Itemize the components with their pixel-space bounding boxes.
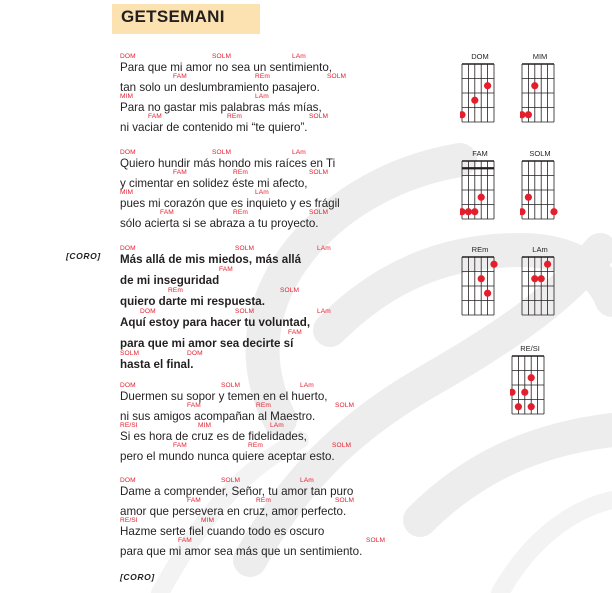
chord-label: REm <box>256 497 271 504</box>
chord-diagram <box>520 52 570 142</box>
lyric-text: Quiero hundir más hondo mis raíces en Ti <box>120 157 336 170</box>
finger-dot <box>484 82 491 89</box>
lyric-text: sólo acierta si se abraza a tu proyecto. <box>120 217 319 230</box>
chord-label: FAM <box>178 537 192 544</box>
chord-label: SOLM <box>212 53 232 60</box>
chord-label: LAm <box>317 245 331 252</box>
lyric-text: ni sus amigos acompañan al Maestro. <box>120 410 316 423</box>
chord-label: FAM <box>160 209 174 216</box>
finger-dot <box>531 82 538 89</box>
chord-label: REm <box>233 169 248 176</box>
chord-label: REm <box>233 209 248 216</box>
fretboard-grid <box>460 255 502 325</box>
lyric-text: Aquí estoy para hacer tu voluntad, <box>120 316 311 329</box>
lyric-text: Hazme serte fiel cuando todo es oscuro <box>120 525 325 538</box>
finger-dot <box>478 275 485 282</box>
chord-label: LAm <box>255 189 269 196</box>
chord-label: SOLM <box>335 497 355 504</box>
chord-label: MIM <box>201 517 215 524</box>
chord-label: MIM <box>120 93 134 100</box>
coro-tag: [CORO] <box>120 572 155 582</box>
chord-diagram-name: MIM <box>532 52 548 61</box>
chord-label: REm <box>256 402 271 409</box>
chord-label: MIM <box>120 189 134 196</box>
fretboard-grid <box>520 255 562 325</box>
song-title: GETSEMANI <box>121 7 225 26</box>
finger-dot <box>531 275 538 282</box>
finger-dot <box>465 208 472 215</box>
finger-dot <box>528 403 535 410</box>
chord-label: DOM <box>120 382 136 389</box>
chord-label: FAM <box>148 113 162 120</box>
chord-label: FAM <box>173 442 187 449</box>
chord-diagram <box>520 245 570 335</box>
lyric-text: pero el mundo nunca quiere aceptar esto. <box>120 450 335 463</box>
finger-dot <box>528 374 535 381</box>
lyric-text: hasta el final. <box>120 358 194 371</box>
finger-dot <box>538 275 545 282</box>
lyric-text: Si es hora de cruz es de fidelidades, <box>120 430 307 443</box>
chord-diagram-name: LAm <box>532 245 548 254</box>
chord-label: FAM <box>219 266 233 273</box>
finger-dot <box>484 290 491 297</box>
finger-dot <box>544 261 551 268</box>
chord-label: REm <box>168 287 183 294</box>
lyric-text: de mi inseguridad <box>120 274 220 287</box>
chord-diagram-name: RE/SI <box>520 344 540 353</box>
chord-label: DOM <box>140 308 156 315</box>
lyric-text: Dame a comprender, Señor, tu amor tan puro <box>120 485 354 498</box>
lyric-text: ni vaciar de contenido mi “te quiero”. <box>120 121 308 134</box>
chord-label: LAm <box>317 308 331 315</box>
lyric-text: pues mi corazón que es inquieto y es frágil <box>120 197 340 210</box>
lyric-text: amor que persevera en cruz, amor perfecto. <box>120 505 347 518</box>
finger-dot <box>471 97 478 104</box>
chord-diagram-name: REm <box>471 245 489 254</box>
chord-label: SOLM <box>280 287 300 294</box>
chord-diagram <box>460 149 510 239</box>
chord-diagram-name: FAM <box>472 149 488 158</box>
chord-label: LAm <box>255 93 269 100</box>
chord-label: FAM <box>288 329 302 336</box>
chord-label: SOLM <box>235 308 255 315</box>
coro-tag: [CORO] <box>66 251 101 261</box>
chord-label: SOLM <box>221 382 241 389</box>
chord-label: SOLM <box>309 209 329 216</box>
chord-label: DOM <box>120 149 136 156</box>
lyric-text: para que mi amor sea decirte sí <box>120 337 294 350</box>
fretboard-grid <box>510 354 552 424</box>
chord-diagram <box>460 245 510 335</box>
chord-label: FAM <box>187 497 201 504</box>
fretboard-grid <box>460 62 502 132</box>
chord-label: LAm <box>292 53 306 60</box>
chord-label: SOLM <box>327 73 347 80</box>
chord-label: FAM <box>173 73 187 80</box>
chord-label: LAm <box>270 422 284 429</box>
chord-diagram-name: SOLM <box>529 149 551 158</box>
finger-dot <box>525 111 532 118</box>
lyric-text: quiero darte mi respuesta. <box>120 295 265 308</box>
chord-label: SOLM <box>332 442 352 449</box>
chord-label: LAm <box>300 477 314 484</box>
finger-dot <box>520 208 526 215</box>
chord-label: REm <box>248 442 263 449</box>
chord-label: LAm <box>292 149 306 156</box>
finger-dot <box>471 208 478 215</box>
chord-diagram <box>520 149 570 239</box>
finger-dot <box>460 111 466 118</box>
chord-label: SOLM <box>221 477 241 484</box>
chord-label: RE/SI <box>120 422 138 429</box>
chord-label: DOM <box>120 245 136 252</box>
fretboard-grid <box>520 62 562 132</box>
finger-dot <box>525 194 532 201</box>
lyric-text: y cimentar en solidez éste mi afecto, <box>120 177 308 190</box>
finger-dot <box>550 208 557 215</box>
lyric-text: Para que mi amor no sea un sentimiento, <box>120 61 333 74</box>
lyric-text: Para no gastar mis palabras más mías, <box>120 101 322 114</box>
chord-diagram <box>510 344 560 434</box>
finger-dot <box>520 111 526 118</box>
finger-dot <box>510 389 516 396</box>
chord-diagram <box>460 52 510 142</box>
finger-dot <box>478 194 485 201</box>
finger-dot <box>521 389 528 396</box>
chord-label: DOM <box>120 53 136 60</box>
chord-label: MIM <box>198 422 212 429</box>
lyric-text: para que mi amor sea más que un sentimiento. <box>120 545 363 558</box>
chord-label: FAM <box>187 402 201 409</box>
lyric-text: Duermen su sopor y temen en el huerto, <box>120 390 328 403</box>
finger-dot <box>490 261 497 268</box>
chord-label: SOLM <box>335 402 355 409</box>
fretboard-grid <box>520 159 562 229</box>
finger-dot <box>515 403 522 410</box>
chord-label: RE/SI <box>120 517 138 524</box>
finger-dot <box>460 208 466 215</box>
chord-label: SOLM <box>309 113 329 120</box>
chord-label: LAm <box>300 382 314 389</box>
fretboard-grid <box>460 159 502 229</box>
lyric-text: Más allá de mis miedos, más allá <box>120 253 302 266</box>
chord-label: DOM <box>120 477 136 484</box>
chord-label: SOLM <box>235 245 255 252</box>
chord-label: SOLM <box>120 350 140 357</box>
chord-label: SOLM <box>212 149 232 156</box>
chord-diagram-name: DOM <box>471 52 489 61</box>
lyric-text: tan solo un deslumbramiento pasajero. <box>120 81 320 94</box>
chord-label: REm <box>255 73 270 80</box>
chord-label: REm <box>227 113 242 120</box>
chord-label: SOLM <box>309 169 329 176</box>
chord-label: SOLM <box>366 537 386 544</box>
chord-label: FAM <box>173 169 187 176</box>
chord-label: DOM <box>187 350 203 357</box>
